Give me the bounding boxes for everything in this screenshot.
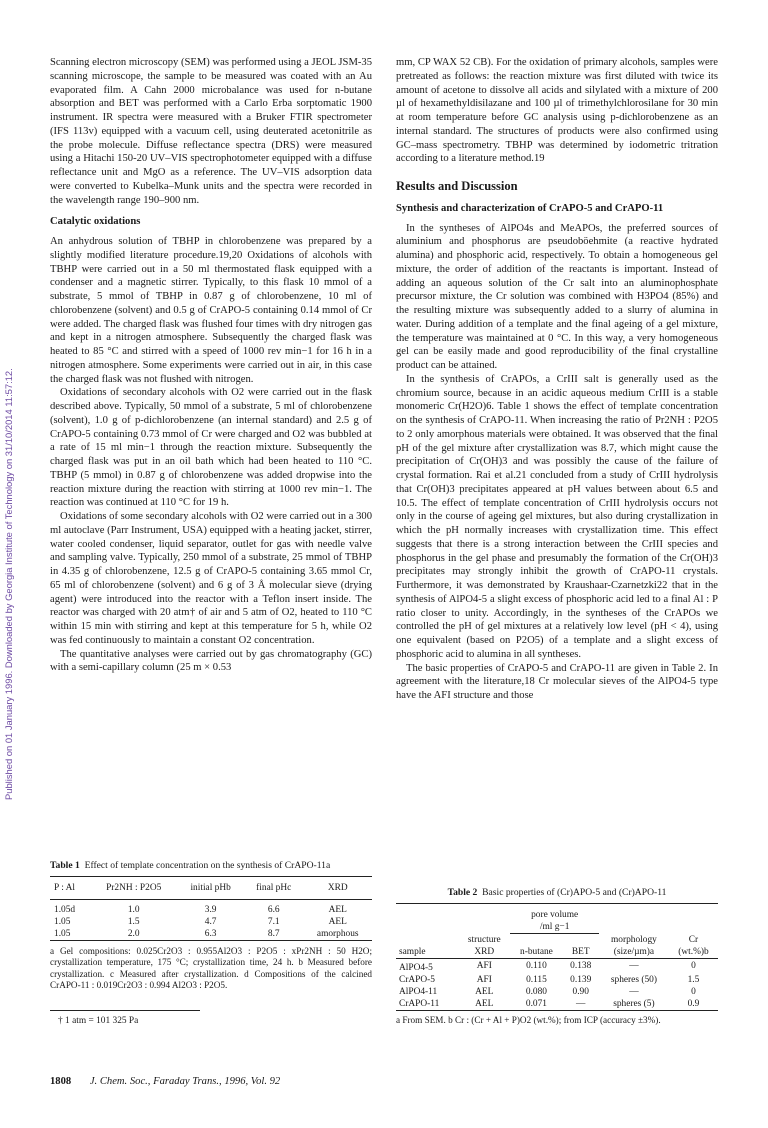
table-2-caption: Table 2 Basic properties of (Cr)APO-5 and (Cr)APO-11 xyxy=(447,887,667,898)
download-watermark xyxy=(2,190,16,800)
table-cell: AFI xyxy=(476,974,492,985)
table-cell: CrAPO-5 xyxy=(399,974,435,985)
table-row xyxy=(396,998,718,1011)
table-cell: CrAPO-11 xyxy=(396,998,458,1011)
table-cell: 1.05 xyxy=(50,928,90,941)
table-cell: 2.0 xyxy=(90,928,177,941)
table-cell: 1.0 xyxy=(127,905,140,915)
download-watermark-text: Published on 01 January 1996. Downloaded by Georgia Institute of Technology on 31/10/2014 11:57:12. xyxy=(3,368,14,800)
table-2-header-wt: (wt.%)b xyxy=(669,946,718,959)
table-1-header: Pr2NH : P2O5 xyxy=(90,877,177,900)
table-cell: AEL xyxy=(475,986,494,997)
paragraph-crapos: In the synthesis of CrAPOs, a CrIII salt is generally used as the chromium source, because in an acidic aqueous medium CrIII is a stable monomeric Cr(H2O)6. Table 1 shows the effect of template concentration on the synthesis of CrAPO-11. When increasing the ratio of Pr2NH : P2O5 to 2 only amorphous materials were obtained. It was observed that the final pH of the gel mixture after crystallization was 8.7, which might cause the precipitation of Cr(OH)3 and was possibly the cause of the failure of crystal formation. Rai et al.21 concluded from a study of CrIII hydrolysis that Cr(OH)3 precipitates appeared at pH values between about 6.5 and 10.5. The effect of template concentration of CrIII hydrolysis occurs not only in the course of ageing gel mixtures, but also during crystallization in which the pH normally increases with crystallization time. This effect suggests that there is a strong interaction between the CrIII species and phosphorus in the gel phase and presumably the formation of the Cr(OH)3 precipitates may strongly inhibit the growth of CrAPO-11 crystals. Furthermore, it was demonstrated by Kraushaar-Czarnetzki22 that in the synthesis of AlPO4-5 a slight excess of phosphoric acid led to a final Al : P ratio closer to unity. Accordingly, in the syntheses of the CrAPOs we controlled the pH of gel mixtures at a relatively low level (pH < 4), using one equivalent (based on P2O5) of a template and a slight excess of phosphoric acid to alumina in all syntheses. xyxy=(396,373,718,660)
table-cell: 0.071 xyxy=(510,998,562,1011)
subsection-heading-synthesis: Synthesis and characterization of CrAPO-5 and CrAPO-11 xyxy=(396,202,664,214)
page-number: 1808 xyxy=(50,1076,72,1087)
table-cell: AFI xyxy=(476,961,492,971)
table-cell: 6.3 xyxy=(177,928,244,941)
table-2-header-cr: Cr xyxy=(688,934,699,945)
table-cell: 1.05 xyxy=(54,917,71,927)
paragraph-pretreatment: mm, CP WAX 52 CB). For the oxidation of primary alcohols, samples were pretreated as follows: the reaction mixture was first diluted with twice its amount of acetone to dissolve all acids and silylated with a mixture of 200 µl of hexamethyldisilazane and 100 µl of trimethylchlorosilane for 30 min at room temperature before GC analysis using p-dichlorobenzene as an internal standard. The structures of products were also confirmed using GC–mass spectrometry. TBHP was determined by iodometric tritration according to a literature method.19 xyxy=(396,57,718,165)
table-cell: 0 xyxy=(691,961,696,971)
table-cell: spheres (5) xyxy=(599,998,669,1011)
table-2-header-sample: sample xyxy=(396,946,458,959)
table-2-header-pore-volume: pore volume xyxy=(510,904,599,922)
table-cell: — xyxy=(629,986,639,997)
table-row xyxy=(396,958,718,974)
table-cell: 0.138 xyxy=(570,961,592,971)
table-2-grid xyxy=(396,903,718,1011)
table-cell: 8.7 xyxy=(244,928,304,941)
left-column xyxy=(50,56,372,675)
table-cell: AlPO4-11 xyxy=(399,986,438,997)
table-row xyxy=(396,986,718,998)
table-cell: 0.115 xyxy=(526,974,547,985)
table-cell: 3.9 xyxy=(204,905,217,915)
table-2-header-pore-unit: /ml g−1 xyxy=(510,921,599,934)
table-cell: 0.139 xyxy=(570,974,592,985)
table-2-header-nbutane: n-butane xyxy=(510,946,562,959)
table-cell: 7.1 xyxy=(267,917,280,927)
table-2-header-morphology: morphology xyxy=(611,934,657,945)
table-1-header: initial pHb xyxy=(177,877,244,900)
paragraph-syntheses: In the syntheses of AlPO4s and MeAPOs, the preferred sources of aluminium and phosphorus are pseudoböehmite (a reactive hydrated alumina) and phosphoric acid, respectively. To obtain a homogeneous gel mixture, the order of addition of the reactants is important. Instead of adding an aqueous solution of the Cr salt into an aluminophosphate precursor mixture, the Cr solution was combined with H3PO4 (85%) and the resulting mixture was subsequently added to a slurry of alumina in water. During addition of a template and the final ageing of a gel mixture, the temperature was maintained at 0 °C. In this way, a very homogeneous gel can be easily made and good reproducibility of the final crystalline product can be attained. xyxy=(396,222,718,371)
table-cell: AEL xyxy=(328,917,347,927)
table-cell: 1.5 xyxy=(127,917,140,927)
table-cell: AEL xyxy=(458,998,510,1011)
right-column xyxy=(396,56,718,703)
journal-citation: J. Chem. Soc., Faraday Trans., 1996, Vol. 92 xyxy=(89,1076,281,1087)
table-row xyxy=(50,916,372,928)
table-1-header: final pHc xyxy=(244,877,304,900)
table-cell: — xyxy=(563,998,599,1011)
table-cell: AEL xyxy=(328,905,347,915)
table-cell: 1.5 xyxy=(687,974,700,985)
table-row xyxy=(396,974,718,986)
table-cell: 4.7 xyxy=(204,917,217,927)
table-row xyxy=(50,928,372,941)
table-cell: 0.9 xyxy=(669,998,718,1011)
section-heading-results: Results and Discussion xyxy=(396,179,518,193)
table-2-header-bet: BET xyxy=(563,946,599,959)
paragraph-instruments: Scanning electron microscopy (SEM) was performed using a JEOL JSM-35 scanning microscope, the sample to be measured was coated with an Au evaporated film. A Cahn 2000 microbalance was used for n-butane absorption and BET was performed with a Carlo Erba sorptomatic 1900 instrument. IR spectra were measured with a Bruker FTIR spectrometer (IFS 113v) equipped with a vacuum cell, using deuterated acetonitrile as the probe molecule. Diffuse reflectance spectra (DRS) were measured using a Hitachi 150-20 UV–VIS spectrophotometer equipped with a diffuse reflectance unit and MgO as a reference. The UV–VIS adsorption data were converted to Kubelka–Munk units and the spectra were recorded in the wavelength range 190–900 nm. xyxy=(50,57,372,206)
table-cell: 1.05d xyxy=(54,905,76,915)
table-1-grid xyxy=(50,876,372,941)
table-row xyxy=(50,900,372,917)
table-cell: — xyxy=(629,961,639,971)
table-1-caption: Table 1 Effect of template concentration on the synthesis of CrAPO-11a xyxy=(50,860,331,871)
table-1 xyxy=(50,860,372,1001)
table-1-header: XRD xyxy=(303,877,372,900)
footnote-rule xyxy=(50,1010,200,1011)
page-footer xyxy=(50,1076,280,1087)
table-2-header-size: (size/µm)a xyxy=(599,946,669,959)
paragraph-basic-properties: The basic properties of CrAPO-5 and CrAPO-11 are given in Table 2. In agreement with the literature,18 Cr molecular sieves of the AlPO4-5 type have the AFI structure and those xyxy=(396,662,718,701)
table-2-header-xrd: XRD xyxy=(458,946,510,959)
paragraph-autoclave: Oxidations of some secondary alcohols with O2 were carried out in a 300 ml autoclave (Parr Instrument, USA) equipped with a heating jacket, stirrer, water cooled condenser, liquid separator, outlet for gas with needle valve and sampling valve. Typically, 250 mmol of a substrate, 25 mmol of TBHP in 4.35 g of chlorobenzene, 12.5 g of CrAPO-5 containing 3.65 mmol Cr, 65 ml of chlorobenzene (solvent) and 6 g of 3 Å molecular sieve (drying agent) were introduced into the reactor with a Teflon insert inside. The reactor was charged with 20 atm† of air and 5 atm of O2, heated to 110 °C within 15 min with stirring and kept at this temperature for 5 h, while O2 was fed continuously to maintain a constant O2 concentration. xyxy=(50,511,372,646)
table-2-footnote: a From SEM. b Cr : (Cr + Al + P)O2 (wt.%); from ICP (accuracy ±3%). xyxy=(396,1014,661,1025)
table-cell: 0.080 xyxy=(525,986,547,997)
footnote-atm: † 1 atm = 101 325 Pa xyxy=(58,1016,139,1026)
table-cell: spheres (50) xyxy=(610,974,657,985)
table-2 xyxy=(396,887,718,1035)
paragraph-o2-flask: Oxidations of secondary alcohols with O2 were carried out in the flask described above. Typically, 50 mmol of a substrate, 5 ml of chlorobenzene (solvent), 1.0 g of p-dichlorobenzene (an internal standard) and 2.5 g of CrAPO-5 containing 0.73 mmol of Cr were charged and O2 was bubbled at a rate of 15 ml min−1 through the reaction mixture. Subsequently the charged flask was put in an oil bath which had been heated to 110 °C. TBHP (5 mmol) in 0.87 g of chlorobenzene was added dropwise into the reaction mixture during the reaction with stirring at 1000 rev min−1. The reaction was continued at 110 °C for 19 h. xyxy=(50,387,372,509)
table-cell: 0.90 xyxy=(572,986,589,997)
table-cell: 6.6 xyxy=(267,905,280,915)
paragraph-tbhp: An anhydrous solution of TBHP in chlorobenzene was prepared by a slightly modified literature procedure.19,20 Oxidations of alcohols with TBHP were carried out in a 50 ml thermostated flask equipped with a condenser and a magnetic stirrer. Typically, to this flask 10 mmol of a substrate, 5 mmol of TBHP in 0.87 g of chlorobenzene, 10 ml of chlorobenzene (solvent) and 0.5 g of CrAPO-5 containing 0.14 mmol of Cr were added. The charged flask was flushed four times with dry nitrogen gas and kept in a nitrogen atmosphere. Subsequently the charged flask was heated to 85 °C and stirred with a speed of 1000 rev min−1 for 16 h in a nitrogen atmosphere. Some experiments were carried out in air, in this case the charged flask was not flushed with nitrogen. xyxy=(50,236,372,385)
table-cell: amorphous xyxy=(303,928,372,941)
paragraph-gc: The quantitative analyses were carried out by gas chromatography (GC) with a semi-capillary column (25 m × 0.53 xyxy=(50,648,372,674)
section-heading-catalytic: Catalytic oxidations xyxy=(50,216,141,228)
table-cell: 0.110 xyxy=(526,961,547,971)
table-cell: AlPO4-5 xyxy=(399,962,433,973)
table-1-header: P : Al xyxy=(50,877,90,900)
table-2-header-structure: structure xyxy=(467,934,501,945)
table-cell: 0 xyxy=(691,986,696,997)
table-1-footnote: a Gel compositions: 0.025Cr2O3 : 0.955Al2O3 : P2O5 : xPr2NH : 50 H2O; crystallization temperature, 175 °C; crystallization time, 24 h. b Measured before crystallization. c Measured after crystallization. d Compositions of the calcined CrAPO-11 : 0.019Cr2O3 : 0.994 Al2O3 : P2O5. xyxy=(50,946,372,991)
